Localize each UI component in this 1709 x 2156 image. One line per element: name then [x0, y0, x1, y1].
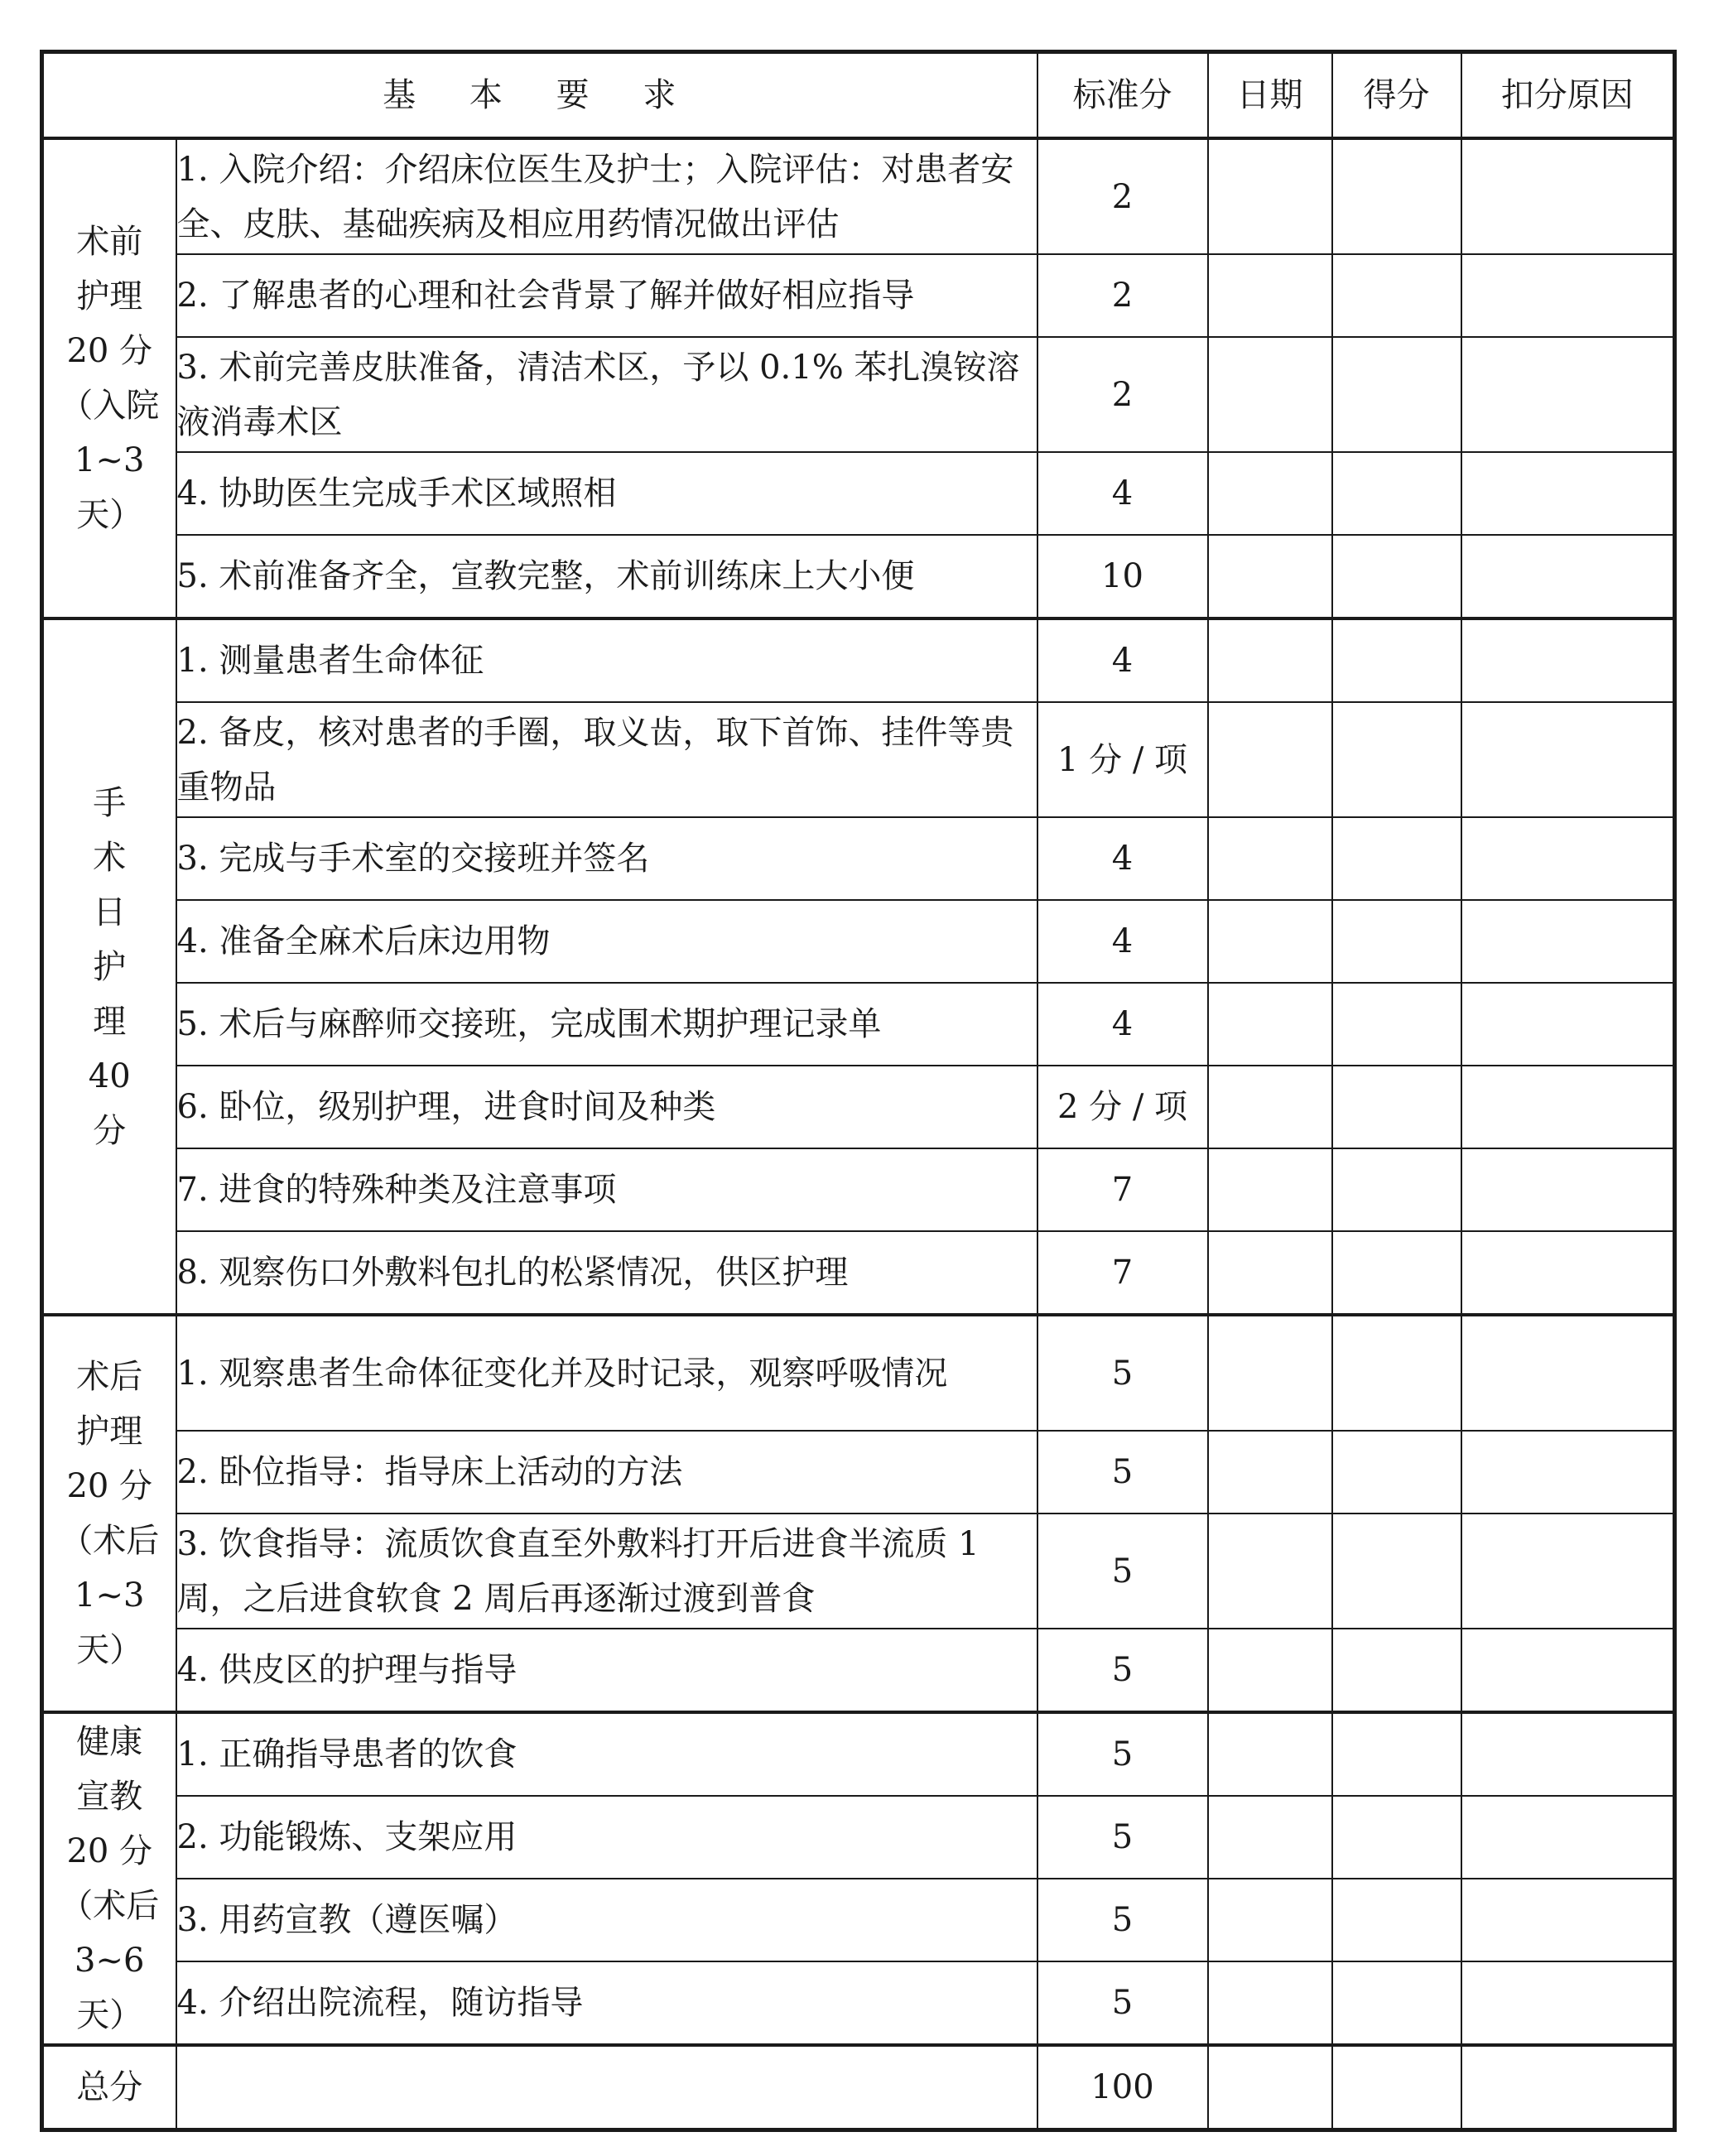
header-requirements: 基 本 要 求 — [42, 52, 1037, 139]
requirement-text: 1. 正确指导患者的饮食 — [176, 1712, 1037, 1796]
standard-score: 5 — [1037, 1796, 1208, 1879]
score-cell[interactable] — [1332, 1796, 1461, 1879]
date-cell[interactable] — [1208, 1514, 1332, 1629]
nursing-score-table — [40, 50, 1677, 2132]
header-score: 得分 — [1332, 52, 1461, 139]
requirement-text: 6. 卧位，级别护理，进食时间及种类 — [176, 1066, 1037, 1148]
date-cell[interactable] — [1208, 138, 1332, 254]
standard-score: 5 — [1037, 1514, 1208, 1629]
date-cell[interactable] — [1208, 1148, 1332, 1231]
score-cell[interactable] — [1332, 1879, 1461, 1961]
section-label-health-education: 健康 宣教 20 分 （术后 3~6 天） — [42, 1712, 176, 2045]
deduction-reason-cell[interactable] — [1461, 138, 1675, 254]
date-cell[interactable] — [1208, 254, 1332, 337]
table-row — [42, 1796, 1675, 1879]
date-cell[interactable] — [1208, 1315, 1332, 1431]
table-row — [42, 702, 1675, 817]
deduction-reason-cell[interactable] — [1461, 1431, 1675, 1514]
table-row — [42, 452, 1675, 535]
date-cell[interactable] — [1208, 1879, 1332, 1961]
score-cell[interactable] — [1332, 1315, 1461, 1431]
deduction-reason-cell[interactable] — [1461, 535, 1675, 618]
standard-score: 4 — [1037, 452, 1208, 535]
deduction-reason-cell[interactable] — [1461, 900, 1675, 983]
date-cell[interactable] — [1208, 1231, 1332, 1315]
standard-score: 10 — [1037, 535, 1208, 618]
score-cell[interactable] — [1332, 337, 1461, 452]
date-cell[interactable] — [1208, 618, 1332, 702]
total-label: 总分 — [42, 2045, 176, 2130]
date-cell[interactable] — [1208, 983, 1332, 1066]
deduction-reason-cell[interactable] — [1461, 2045, 1675, 2130]
deduction-reason-cell[interactable] — [1461, 1712, 1675, 1796]
table-row — [42, 1879, 1675, 1961]
standard-score: 4 — [1037, 618, 1208, 702]
standard-score: 5 — [1037, 1879, 1208, 1961]
table-row — [42, 1066, 1675, 1148]
table-row — [42, 1961, 1675, 2045]
requirement-text: 2. 功能锻炼、支架应用 — [176, 1796, 1037, 1879]
header-standard-score: 标准分 — [1037, 52, 1208, 139]
standard-score: 4 — [1037, 900, 1208, 983]
deduction-reason-cell[interactable] — [1461, 983, 1675, 1066]
score-cell[interactable] — [1332, 1231, 1461, 1315]
score-cell[interactable] — [1332, 1066, 1461, 1148]
deduction-reason-cell[interactable] — [1461, 618, 1675, 702]
deduction-reason-cell[interactable] — [1461, 1879, 1675, 1961]
standard-score: 1 分 / 项 — [1037, 702, 1208, 817]
score-cell[interactable] — [1332, 1514, 1461, 1629]
requirement-text: 1. 测量患者生命体征 — [176, 618, 1037, 702]
table-row — [42, 1315, 1675, 1431]
requirement-text: 2. 了解患者的心理和社会背景了解并做好相应指导 — [176, 254, 1037, 337]
table-row — [42, 138, 1675, 254]
requirement-text: 8. 观察伤口外敷料包扎的松紧情况，供区护理 — [176, 1231, 1037, 1315]
date-cell[interactable] — [1208, 535, 1332, 618]
date-cell[interactable] — [1208, 900, 1332, 983]
deduction-reason-cell[interactable] — [1461, 1629, 1675, 1712]
score-cell[interactable] — [1332, 2045, 1461, 2130]
header-row — [42, 52, 1675, 139]
requirement-text: 1. 入院介绍：介绍床位医生及护士；入院评估：对患者安全、皮肤、基础疾病及相应用药情况做出评估 — [176, 138, 1037, 254]
deduction-reason-cell[interactable] — [1461, 702, 1675, 817]
standard-score: 4 — [1037, 983, 1208, 1066]
section-label-preop: 术前 护理 20 分 （入院 1~3 天） — [42, 138, 176, 618]
total-row — [42, 2045, 1675, 2130]
score-cell[interactable] — [1332, 1629, 1461, 1712]
score-cell[interactable] — [1332, 1431, 1461, 1514]
score-cell[interactable] — [1332, 1712, 1461, 1796]
total-blank — [176, 2045, 1037, 2130]
score-cell[interactable] — [1332, 452, 1461, 535]
table-row — [42, 337, 1675, 452]
score-cell[interactable] — [1332, 983, 1461, 1066]
date-cell[interactable] — [1208, 817, 1332, 900]
requirement-text: 4. 准备全麻术后床边用物 — [176, 900, 1037, 983]
score-cell[interactable] — [1332, 1961, 1461, 2045]
table-row — [42, 254, 1675, 337]
date-cell[interactable] — [1208, 337, 1332, 452]
standard-score: 7 — [1037, 1148, 1208, 1231]
standard-score: 2 — [1037, 254, 1208, 337]
date-cell[interactable] — [1208, 1066, 1332, 1148]
deduction-reason-cell[interactable] — [1461, 452, 1675, 535]
total-score: 100 — [1037, 2045, 1208, 2130]
table-row — [42, 1231, 1675, 1315]
table-row — [42, 900, 1675, 983]
standard-score: 5 — [1037, 1712, 1208, 1796]
standard-score: 2 分 / 项 — [1037, 1066, 1208, 1148]
date-cell[interactable] — [1208, 452, 1332, 535]
table-row — [42, 1514, 1675, 1629]
deduction-reason-cell[interactable] — [1461, 1514, 1675, 1629]
standard-score: 2 — [1037, 138, 1208, 254]
deduction-reason-cell[interactable] — [1461, 1066, 1675, 1148]
date-cell[interactable] — [1208, 1431, 1332, 1514]
standard-score: 5 — [1037, 1629, 1208, 1712]
score-cell[interactable] — [1332, 817, 1461, 900]
requirement-text: 5. 术前准备齐全，宣教完整，术前训练床上大小便 — [176, 535, 1037, 618]
deduction-reason-cell[interactable] — [1461, 337, 1675, 452]
date-cell[interactable] — [1208, 2045, 1332, 2130]
table-row — [42, 1629, 1675, 1712]
standard-score: 5 — [1037, 1431, 1208, 1514]
table-row — [42, 535, 1675, 618]
score-cell[interactable] — [1332, 702, 1461, 817]
standard-score: 5 — [1037, 1961, 1208, 2045]
date-cell[interactable] — [1208, 1796, 1332, 1879]
requirement-text: 4. 介绍出院流程，随访指导 — [176, 1961, 1037, 2045]
standard-score: 5 — [1037, 1315, 1208, 1431]
standard-score: 4 — [1037, 817, 1208, 900]
requirement-text: 4. 供皮区的护理与指导 — [176, 1629, 1037, 1712]
requirement-text: 7. 进食的特殊种类及注意事项 — [176, 1148, 1037, 1231]
score-cell[interactable] — [1332, 618, 1461, 702]
date-cell[interactable] — [1208, 702, 1332, 817]
score-cell[interactable] — [1332, 900, 1461, 983]
date-cell[interactable] — [1208, 1629, 1332, 1712]
table-row — [42, 983, 1675, 1066]
deduction-reason-cell[interactable] — [1461, 1148, 1675, 1231]
requirement-text: 3. 用药宣教（遵医嘱） — [176, 1879, 1037, 1961]
table-row — [42, 1431, 1675, 1514]
deduction-reason-cell[interactable] — [1461, 1961, 1675, 2045]
standard-score: 2 — [1037, 337, 1208, 452]
deduction-reason-cell[interactable] — [1461, 1231, 1675, 1315]
score-cell[interactable] — [1332, 254, 1461, 337]
table-row — [42, 1712, 1675, 1796]
standard-score: 7 — [1037, 1231, 1208, 1315]
requirement-text: 3. 术前完善皮肤准备，清洁术区，予以 0.1% 苯扎溴铵溶液消毒术区 — [176, 337, 1037, 452]
score-cell[interactable] — [1332, 138, 1461, 254]
date-cell[interactable] — [1208, 1712, 1332, 1796]
deduction-reason-cell[interactable] — [1461, 1315, 1675, 1431]
table-row — [42, 1148, 1675, 1231]
requirement-text: 2. 卧位指导：指导床上活动的方法 — [176, 1431, 1037, 1514]
requirement-text: 1. 观察患者生命体征变化并及时记录，观察呼吸情况 — [176, 1315, 1037, 1431]
requirement-text: 5. 术后与麻醉师交接班，完成围术期护理记录单 — [176, 983, 1037, 1066]
score-cell[interactable] — [1332, 535, 1461, 618]
deduction-reason-cell[interactable] — [1461, 817, 1675, 900]
table-row — [42, 817, 1675, 900]
requirement-text: 2. 备皮，核对患者的手圈，取义齿，取下首饰、挂件等贵重物品 — [176, 702, 1037, 817]
requirement-text: 3. 完成与手术室的交接班并签名 — [176, 817, 1037, 900]
section-label-postop: 术后 护理 20 分 （术后 1~3 天） — [42, 1315, 176, 1712]
table-row — [42, 618, 1675, 702]
header-date: 日期 — [1208, 52, 1332, 139]
deduction-reason-cell[interactable] — [1461, 1796, 1675, 1879]
section-label-surgery-day: 手 术 日 护 理 40 分 — [42, 618, 176, 1315]
header-deduction-reason: 扣分原因 — [1461, 52, 1675, 139]
requirement-text: 4. 协助医生完成手术区域照相 — [176, 452, 1037, 535]
requirement-text: 3. 饮食指导：流质饮食直至外敷料打开后进食半流质 1 周，之后进食软食 2 周后再逐渐过渡到普食 — [176, 1514, 1037, 1629]
date-cell[interactable] — [1208, 1961, 1332, 2045]
deduction-reason-cell[interactable] — [1461, 254, 1675, 337]
score-cell[interactable] — [1332, 1148, 1461, 1231]
